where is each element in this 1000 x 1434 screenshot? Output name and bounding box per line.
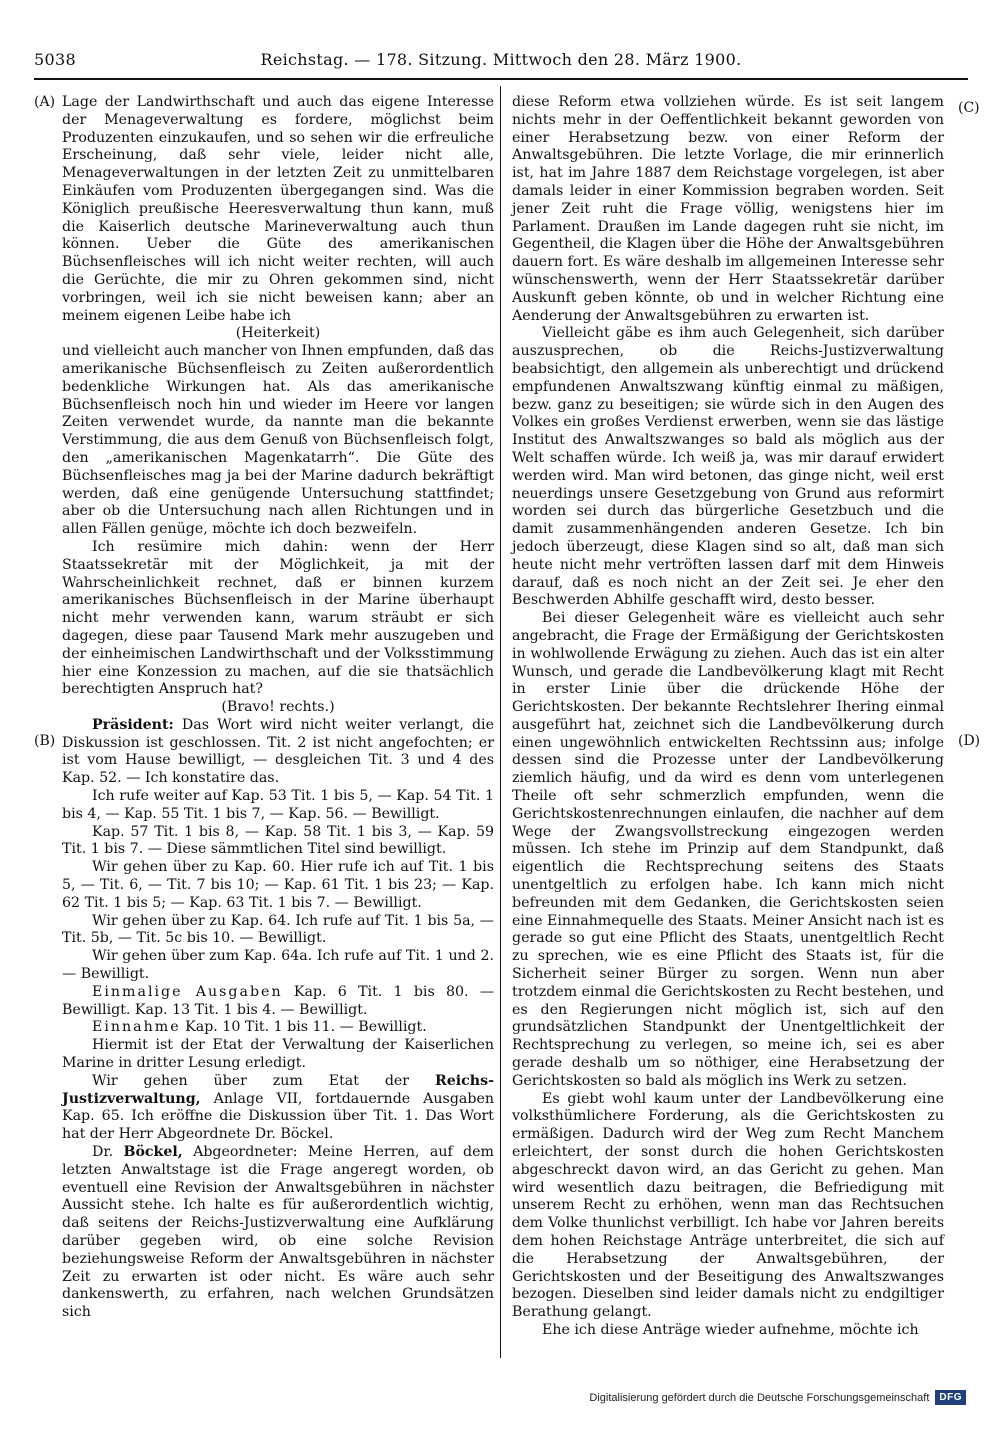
paragraph: diese Reform etwa vollziehen würde. Es ist seit langem nichts mehr in der Oeffentlichkeit bekannt geworden von einer Herabsetzung bezw. von einer Reform der Anwaltsgebühren. Die letzte Vorlage, die mir erinnerlich ist, hat im Jahre 1887 dem Reichstage vorgelegen, ist aber damals leider in einer Kommission begraben worden. Seit jener Zeit ruht die Frage völlig, wenigstens hier im Parlament. Draußen im Lande dagegen ruht sie nicht, im Gegentheil, die Klagen über die Höhe der Anwaltsgebühren dauern fort. Es wäre deshalb im allgemeinen Interesse sehr wünschenswerth, wenn der Herr Staatssekretär darüber Auskunft geben könnte, ob und in welcher Richtung eine Aenderung der Anwaltsgebühren zu erwarten ist. (512, 94, 944, 324)
paragraph: Wir gehen über zu Kap. 60. Hier rufe ich auf Tit. 1 bis 5, — Tit. 6, — Tit. 7 bis 10; — Kap. 61 Tit. 1 bis 23; — Kap. 62 Tit. 1 bis 5; — Kap. 63 Tit. 1 bis 7. — Bewilligt. (62, 859, 494, 911)
left-column (62, 94, 494, 1322)
paragraph-text: Kap. 6 Tit. 1 bis 80. — Bewilligt. Kap. 13 Tit. 1 bis 4. — Bewilligt. (62, 983, 495, 1018)
paragraph: Bei dieser Gelegenheit wäre es vielleicht auch sehr angebracht, die Frage der Ermäßigung der Gerichtskosten in wohlwollende Erwägung zu ziehen. Auch das ist ein alter Wunsch, und gerade die Landbevölkerung klagt mit Recht in erster Linie über die drückende Höhe der Gerichtskosten. Der bekannte Rechtslehrer Ihering einmal ausgeführt hat, zeichnet sich die Landbevölkerung durch einen ungewöhnlich entwickelten Rechtssinn aus; infolge dessen sind die Prozesse unter der Landbevölkerung ziemlich häufig, und da wird es denn vom unterlegenen Theile oft sehr schmerzlich empfunden, wenn die Gerichtskostenrechnungen einlaufen, die nachher auf dem Wege der Zwangsvollstreckung eingezogen werden müssen. Ich stehe im Prinzip auf dem Standpunkt, daß eigentlich die Rechtsprechung seitens des Staats unentgeltlich zu erfolgen habe. Ich kann mich nicht befreunden mit dem Gedanken, die Gerichtskosten seien eine Einnahmequelle des Staats. Meiner Ansicht nach ist es gerade so gut eine Pflicht des Staats, unentgeltlich Recht zu sprechen, wie es eine Pflicht des Staats ist, für die Sicherheit seiner Bürger zu sorgen. Wenn nun aber trotzdem einmal die Gerichtskosten zu Recht bestehen, und es den Regierungen nicht möglich ist, sich auf den grundsätzlichen Standpunkt der Unentgeltlichkeit der Rechtsprechung zu verlegen, so meine ich, sei es aber gerade deshalb um so nöthiger, eine Herabsetzung der Gerichtskosten so bald als möglich ins Werk zu setzen. (512, 610, 944, 1089)
speaker-label: Böckel, (123, 1144, 183, 1161)
speaker-label: Präsident: (92, 716, 174, 733)
credit-text: Digitalisierung gefördert durch die Deutsche Forschungsgemeinschaft (589, 1391, 930, 1404)
bold-term: Reichs-Justizverwaltung, (62, 1072, 494, 1107)
paragraph (62, 1019, 494, 1037)
paragraph: Lage der Landwirthschaft und auch das eigene Interesse der Menageverwaltung es fordere, möglichst beim Produzenten einzukaufen, und so sehen wir die erfreuliche Erscheinung, daß sehr viele, leider nicht alle, Menageverwaltungen in der letzten Zeit zu unmittelbaren Einkäufen vom Produzenten übergegangen sind. Was die Königlich preußische Heeresverwaltung thun kann, muß die Kaiserlich deutsche Marineverwaltung auch thun können. Ueber die Güte des amerikanischen Büchsenfleisches will ich nicht weiter rechten, will auch die Gerüchte, die mir zu Ohren gekommen sind, nicht vorbringen, weil ich sie nicht beweisen kann; aber an meinem eigenen Leibe habe ich (62, 94, 494, 324)
paragraph: Hiermit ist der Etat der Verwaltung der Kaiserlichen Marine in dritter Lesung erledigt. (62, 1037, 494, 1072)
interjection: (Bravo! rechts.) (221, 699, 335, 716)
paragraph: und vielleicht auch mancher von Ihnen empfunden, daß das amerikanische Büchsenfleisch zu Zeiten außerordentlich bedenkliche Wirkungen hat. Als das amerikanische Büchsenfleisch noch hin und wieder im Heere vor langen Zeiten verwendet wurde, da nannte man die bekannte Verstimmung, die aus dem Genuß von Büchsenfleisch folgt, den „amerikanischen Magenkatarrh“. Die Güte des Büchsenfleisches mag ja bei der Marine dadurch bekräftigt werden, daß eine genügende Untersuchung stattfindet; aber ob die Untersuchung nach allen Richtungen und in allen Fällen genüge, möchte ich doch bezweifeln. (62, 343, 494, 538)
paragraph: Es giebt wohl kaum unter der Landbevölkerung eine volksthümlichere Forderung, als die Gerichtskosten zu ermäßigen. Dadurch wird der Weg zum Recht Manchem erleichtert, der sonst durch die hohen Gerichtskosten abgeschreckt davon wird, an das Gericht zu gehen. Man wird wesentlich dazu beitragen, die Befriedigung mit unserem Recht zu erhöhen, wenn man das Rechtsuchen dem Volke thunlichst verbilligt. Ich habe vor Jahren bereits dem hohen Reichstage Anträge unterbreitet, die sich auf die Herabsetzung der Anwaltsgebühren, der Gerichtskosten und der Beseitigung des Anwaltszwanges bezogen. Dieselben sind leider damals nicht zu endgiltiger Berathung gelangt. (512, 1090, 944, 1321)
dfg-logo: DFG (935, 1390, 966, 1405)
paragraph-text: Kap. 10 Tit. 1 bis 11. — Bewilligt. (185, 1019, 427, 1036)
paragraph-text: Das Wort wird nicht weiter verlangt, die Diskussion ist geschlossen. Tit. 2 ist nicht angefochten; er ist vom Hause bewilligt, — desgleichen Tit. 3 und 4 des Kap. 52. — Ich konstatire das. (62, 716, 494, 787)
paragraph: Ehe ich diese Anträge wieder aufnehme, möchte ich (542, 1321, 919, 1338)
header-rule (34, 78, 968, 80)
right-column (512, 94, 944, 1340)
margin-marker-c: (C) (958, 100, 980, 116)
page-title: Reichstag. — 178. Sitzung. Mittwoch den 28. März 1900. (260, 50, 742, 69)
paragraph: Kap. 57 Tit. 1 bis 8, — Kap. 58 Tit. 1 bis 3, — Kap. 59 Tit. 1 bis 7. — Diese sämmtlichen Titel sind bewilligt. (62, 823, 494, 858)
paragraph (62, 717, 494, 788)
column-divider (500, 86, 501, 1358)
paragraph: Vielleicht gäbe es ihm auch Gelegenheit, sich darüber auszusprechen, ob die Reichs-Justizverwaltung beabsichtigt, den allgemein als unberechtigt und drückend empfundenen Anwaltszwang künftig einmal zu mäßigen, bezw. ganz zu beseitigen; sie würde sich in den Augen des Volkes ein großes Verdienst erwerben, wenn sie das lästige Institut des Anwaltszwanges so bald als möglich aus der Welt schaffen würde. Ich weiß ja, was mir darauf erwidert werden wird. Man wird betonen, das ginge nicht, weil erst neuerdings unsere Gesetzgebung von Grund aus reformirt worden sei durch das bürgerliche Gesetzbuch und die damit zusammenhängenden anderen Gesetze. Ich bin jedoch überzeugt, diese Klagen sind so alt, daß man sich heute nicht mehr vertröften lassen darf mit dem Hinweis darauf, daß es noch nicht an der Zeit sei. Je eher den Beschwerden Abhilfe geschafft wird, desto besser. (512, 325, 944, 609)
margin-marker-d: (D) (958, 733, 981, 749)
interjection: (Heiterkeit) (235, 325, 321, 342)
margin-marker-a: (A) (34, 94, 56, 110)
paragraph: Wir gehen über zu Kap. 64. Ich rufe auf Tit. 1 bis 5a, — Tit. 5b, — Tit. 5c bis 10. — Bewilligt. (62, 912, 494, 947)
margin-marker-b: (B) (34, 733, 56, 749)
section-label: Einmalige Ausgaben (92, 983, 283, 1000)
digitization-credit (589, 1390, 966, 1405)
paragraph-text: Anlage VII, fortdauernde Ausgaben Kap. 65. Ich eröffne die Diskussion über Tit. 1. Das Wort hat der Herr Abgeordnete Dr. Böckel. (62, 1090, 494, 1143)
paragraph-text: Wir gehen über zum Etat der (92, 1072, 410, 1089)
paragraph (62, 984, 494, 1020)
paragraph-text: Abgeordneter: Meine Herren, auf dem letzten Anwaltstage ist die Frage angeregt worden, ob eventuell eine Revision der Anwaltsgebühren in nächster Aussicht stehe. Ich halte es für außerordentlich wichtig, daß seitens der Reichs-Justizverwaltung eine Aufklärung darüber gegeben wird, ob eine solche Revision beziehungsweise Reform der Anwaltsgebühren in nächster Zeit zu erwarten ist oder nicht. Es wäre auch sehr dankenswerth, zu erfahren, nach welchen Grundsätzen sich (62, 1144, 494, 1321)
paragraph (62, 1144, 494, 1322)
section-label: Einnahme (92, 1019, 181, 1036)
paragraph (62, 1073, 494, 1144)
speaker-title: Dr. (92, 1144, 114, 1161)
page-number: 5038 (34, 50, 76, 69)
paragraph: Ich rufe weiter auf Kap. 53 Tit. 1 bis 5, — Kap. 54 Tit. 1 bis 4, — Kap. 55 Tit. 1 bis 7, — Kap. 56. — Bewilligt. (62, 788, 494, 822)
paragraph: Wir gehen über zum Kap. 64a. Ich rufe auf Tit. 1 und 2. — Bewilligt. (62, 948, 494, 983)
paragraph: Ich resümire mich dahin: wenn der Herr Staatssekretär mit der Möglichkeit, ja mit der Wahrscheinlichkeit rechnet, daß er binnen kurzem amerikanisches Büchsenfleisch in der Marine überhaupt nicht mehr verwenden kann, warum sträubt er sich dagegen, diese paar Tausend Mark mehr auszugeben und der einheimischen Landwirthschaft und der Volksstimmung hier eine Konzession zu machen, auf die sie thatsächlich berechtigten Anspruch hat? (62, 538, 494, 698)
page-header (34, 50, 968, 74)
